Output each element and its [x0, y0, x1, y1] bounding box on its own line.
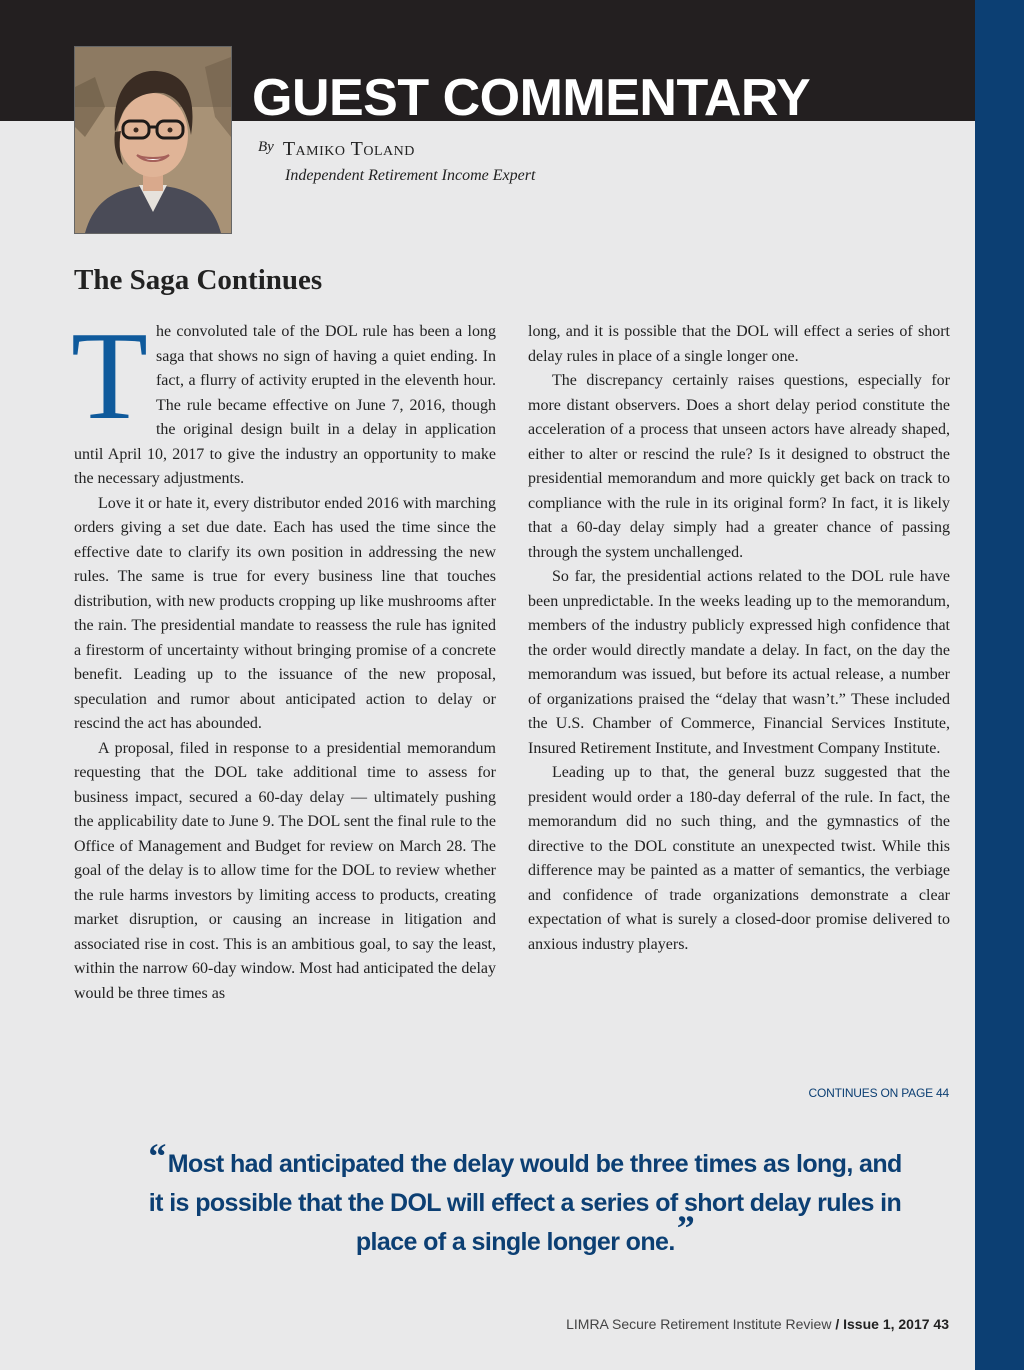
- publication-name: LIMRA Secure Retirement Institute Review: [566, 1316, 832, 1332]
- article-heading: The Saga Continues: [74, 264, 323, 296]
- paragraph-4: The discrepancy certainly raises questions, especially for more distant observers. Does a short delay period constitute the acceleration of a process that unseen actors have already shaped, either to alter or rescind the rule? Is it designed to obstruct the presidential memorandum and more quickly get back on track to compliance with the rule in its original form? In fact, it is likely that a 60-day delay simply had a greater chance of passing through the system unchallenged.: [528, 372, 950, 561]
- paragraph-2: Love it or hate it, every distributor ended 2016 with marching orders giving a set due date. Each has used the time since the effective date to clarify its own position in addressing the new rules. The same is true for every business line that touches distribution, with new products cropping up like mushrooms after the rain. The presidential mandate to reassess the rule has ignited a firestorm of uncertainty without bringing promise of a concrete benefit. Leading up to the issuance of the new proposal, speculation and rumor about anticipated action to delay or rescind the act has abounded.: [74, 494, 496, 732]
- author-role: Independent Retirement Income Expert: [285, 167, 536, 184]
- paragraph-3-part-2: long, and it is possible that the DOL will effect a series of short delay rules in place of a single longer one.: [528, 323, 950, 365]
- by-label: By: [258, 139, 274, 155]
- drop-cap: T: [71, 307, 148, 446]
- paragraph-3-part-1: A proposal, filed in response to a presidential memorandum requesting that the DOL take additional time to assess for business impact, secured a 60-day delay — ultimately pushing the applicability date to June 9. The DOL sent the final rule to the Office of Management and Budget for review on March 28. The goal of the delay is to allow time for the DOL to review whether the rule harms investors by limiting access to products, creating market disruption, or causing an increase in litigation and associated rise in cost. This is an ambitious goal, to say the least, within the narrow 60-day window. Most had anticipated the delay would be three times as: [74, 739, 496, 1002]
- article-column-right: [528, 320, 950, 957]
- paragraph-1-text: he convoluted tale of the DOL rule has been a long saga that shows no sign of having a quiet ending. In fact, a flurry of activity erupted in the eleventh hour. The rule became effective on June 7, 2016, though the original design built in a delay in application until April 10, 2017 to give the industry an opportunity to make the necessary adjustments.: [74, 323, 496, 487]
- pull-quote: [140, 1136, 910, 1262]
- author-portrait-image: [75, 47, 231, 233]
- page-number: 43: [933, 1316, 949, 1332]
- article-column-left: [71, 307, 496, 1006]
- author-name: Tamiko Toland: [282, 138, 415, 160]
- side-stripe: [975, 0, 1024, 1370]
- paragraph-6: Leading up to that, the general buzz suggested that the president would order a 180-day deferral of the rule. In fact, the memorandum did no such thing, and the gymnastics of the directive to the DOL constitute an unexpected twist. While this difference may be painted as a matter of semantics, the verbiage and confidence of trade organizations demonstrate a clear expectation of what is surely a closed-door promise delivered to anxious industry players.: [528, 764, 950, 953]
- close-quote-icon: ”: [676, 1208, 695, 1248]
- author-photo: [74, 46, 232, 234]
- page-title: GUEST COMMENTARY: [252, 69, 811, 127]
- issue-label: Issue 1, 2017: [843, 1316, 930, 1332]
- paragraph-5: So far, the presidential actions related to the DOL rule have been unpredictable. In the weeks leading up to the memorandum, members of the industry publicly expressed high confidence that the order would directly mandate a delay. In fact, on the day the memorandum was issued, but before its actual release, a number of organizations praised the “delay that wasn’t.” These included the U.S. Chamber of Commerce, Financial Services Institute, Insured Retirement Institute, and Investment Company Institute.: [528, 568, 950, 757]
- footer-separator: /: [835, 1316, 840, 1332]
- open-quote-icon: “: [148, 1136, 166, 1176]
- paragraph-1: [71, 307, 496, 492]
- byline: [258, 138, 415, 161]
- continues-link[interactable]: CONTINUES ON PAGE 44: [808, 1086, 949, 1100]
- page-footer: [560, 1316, 949, 1332]
- pull-quote-text: Most had anticipated the delay would be three times as long, and it is possible that the DOL will effect a series of short delay rules in place of a single longer one.: [148, 1150, 902, 1256]
